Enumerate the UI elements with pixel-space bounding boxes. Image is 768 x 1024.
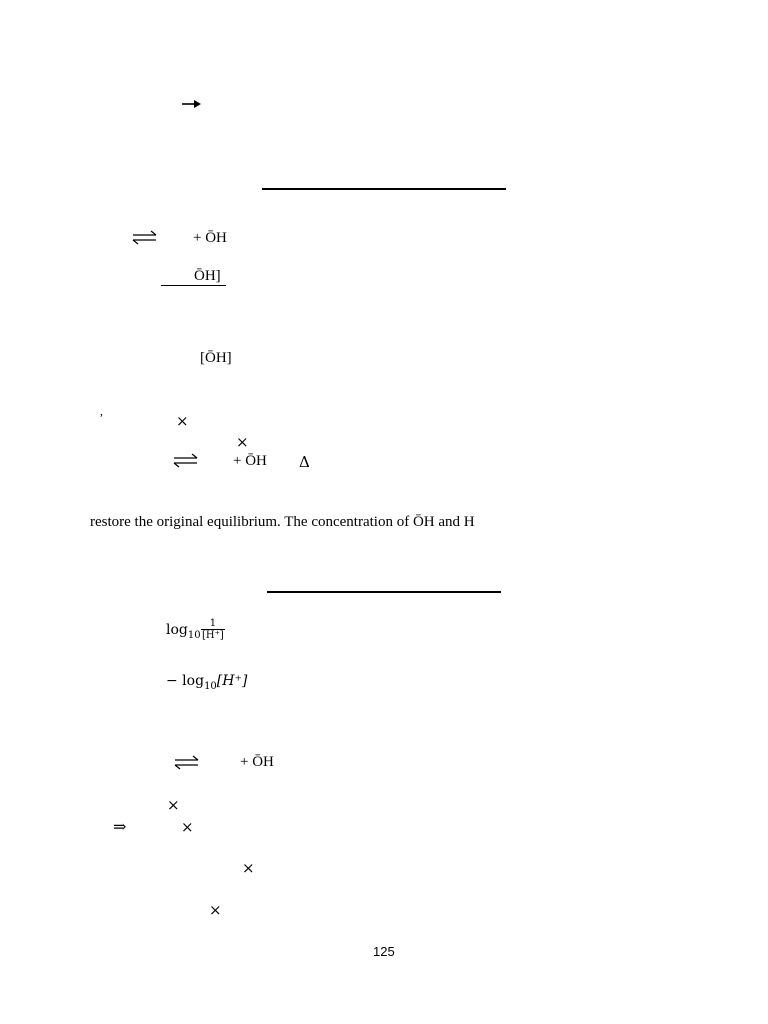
equilibrium-3-oh-term: + ŌH <box>240 754 274 770</box>
times-sign-6: × <box>209 901 222 919</box>
log-fraction-numerator: 1 <box>209 618 217 629</box>
times-sign-4: × <box>181 818 194 836</box>
equilibrium-arrows-icon <box>132 230 158 244</box>
log-fraction-denominator: [H⁺] <box>202 630 224 641</box>
times-sign-3: × <box>167 796 180 814</box>
times-sign-2: × <box>236 433 249 451</box>
equilibrium-arrows-icon-2 <box>173 453 199 467</box>
equilibrium-1-oh-term: + ŌH <box>193 230 227 246</box>
section-divider-2 <box>267 591 501 593</box>
neg-log-base: 10 <box>204 680 217 692</box>
oh-concentration: [ŌH] <box>200 350 232 366</box>
fraction-bar <box>161 285 226 286</box>
log-expression <box>166 623 201 641</box>
neg-log-argument: [H⁺] <box>216 673 248 689</box>
times-sign-1: × <box>176 412 189 430</box>
fraction-numerator-oh: ŌH] <box>194 268 221 284</box>
negative-log-expression <box>166 674 247 692</box>
times-sign-5: × <box>242 859 255 877</box>
log-prefix: log <box>166 622 188 638</box>
page-number: 125 <box>373 944 395 959</box>
equilibrium-sentence: restore the original equilibrium. The concentration of ŌH and H <box>90 514 475 530</box>
neg-log-prefix: − log <box>166 673 205 689</box>
equilibrium-2-oh-term: + ŌH <box>233 453 267 469</box>
log-fraction <box>201 618 225 641</box>
section-divider-1 <box>262 188 506 190</box>
delta-symbol: Δ <box>299 453 310 471</box>
comma-mark: , <box>100 404 103 418</box>
right-arrow-icon <box>182 98 202 110</box>
equilibrium-arrows-icon-3 <box>174 755 200 769</box>
log-base: 10 <box>187 629 201 641</box>
implies-arrow: ⇒ <box>113 817 127 836</box>
